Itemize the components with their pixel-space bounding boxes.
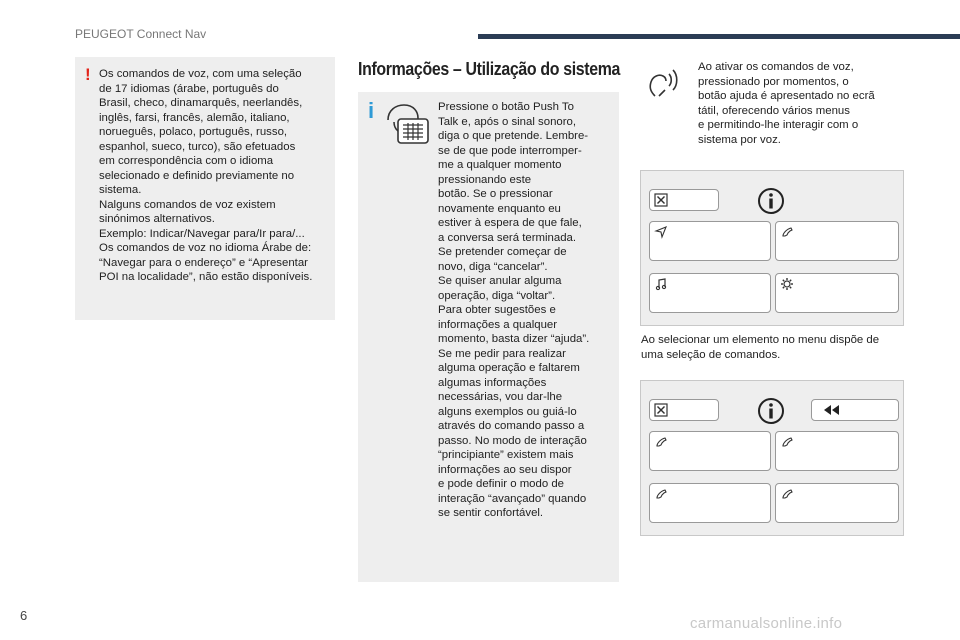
phone-icon (780, 435, 794, 449)
phone-icon (654, 487, 668, 501)
close-voice-button (649, 399, 719, 421)
gear-icon (780, 277, 794, 291)
close-voice-icon (654, 193, 668, 207)
media-tile (649, 273, 771, 313)
back-button (811, 399, 899, 421)
close-voice-icon (654, 403, 668, 417)
help-text: Ao ativar os comandos de voz, pressionado por momentos, o botão ajuda é apresentado no ecrã tátil, oferecendo vários menus e permitindo-lhe interagir com o sistema por voz. (698, 61, 875, 146)
screen-caption: Ao selecionar um elemento no menu dispõe de uma seleção de comandos. (641, 334, 880, 361)
touchscreen-illustration-help (640, 170, 904, 326)
command-tile-2 (775, 431, 899, 471)
warning-note (75, 57, 335, 320)
phone-icon (780, 487, 794, 501)
phone-icon (654, 435, 668, 449)
rewind-back-icon (822, 403, 842, 417)
phone-icon (780, 225, 794, 239)
watermark: carmanualsonline.info (690, 615, 843, 632)
page-header-title: PEUGEOT Connect Nav (75, 27, 207, 41)
close-voice-button (649, 189, 719, 211)
touchscreen-illustration-commands (640, 380, 904, 536)
info-note-text: Pressione o botão Push To Talk e, após o sinal sonoro, diga o que pretende. Lembre- se de que pode interromper- me a qualquer momento pressionando este botão. Se o pressionar novamente enquanto eu estiver à espera de que fale, a conversa será terminada. Se pretender começar de novo, diga “cancelar”. Se quiser anular alguma operação, diga “voltar”. Para obter sugestões e informações a qualquer momento, basta dizer “ajuda”. Se me pedir para realizar alguma operação e faltarem algumas informações necessárias, vou dar-lhe alguns exemplos ou guiá-lo através do comando passo a passo. No modo de interação “principiante” existem mais informações ao seu dispor e pode definir o modo de interação “avançado” quando se sentir confortável. (438, 101, 590, 519)
help-icon (757, 397, 785, 425)
info-note (358, 92, 619, 582)
info-icon: i (368, 98, 375, 123)
exclamation-icon: ! (85, 65, 91, 84)
command-tile-4 (775, 483, 899, 523)
settings-tile (775, 273, 899, 313)
push-to-talk-icon (384, 102, 432, 146)
music-note-icon (654, 277, 668, 291)
phone-tile (775, 221, 899, 261)
command-tile-3 (649, 483, 771, 523)
command-tile-1 (649, 431, 771, 471)
navigation-tile (649, 221, 771, 261)
warning-note-text: Os comandos de voz, com uma seleção de 17 idiomas (árabe, português do Brasil, checo, dinamarquês, neerlandês, inglês, farsi, francês, alemão, italiano, norueguês, polaco, português, russo, espanhol, sueco, turco), são efetuados em correspondência com o idioma selecionado e definido previamente no sistema. Nalguns comandos de voz existem sinónimos alternativos. Exemplo: Indicar/Navegar para/Ir para/... Os comandos de voz no idioma Árabe de: “Navegar para o endereço” e “Apresentar POI na localidade”, não estão disponíveis. (99, 68, 313, 283)
navigation-icon (654, 225, 668, 239)
header-rule (478, 34, 960, 39)
help-icon (757, 187, 785, 215)
section-title: Informações – Utilização do sistema (358, 58, 621, 79)
page-number: 6 (20, 608, 28, 623)
voice-command-icon (645, 62, 685, 100)
